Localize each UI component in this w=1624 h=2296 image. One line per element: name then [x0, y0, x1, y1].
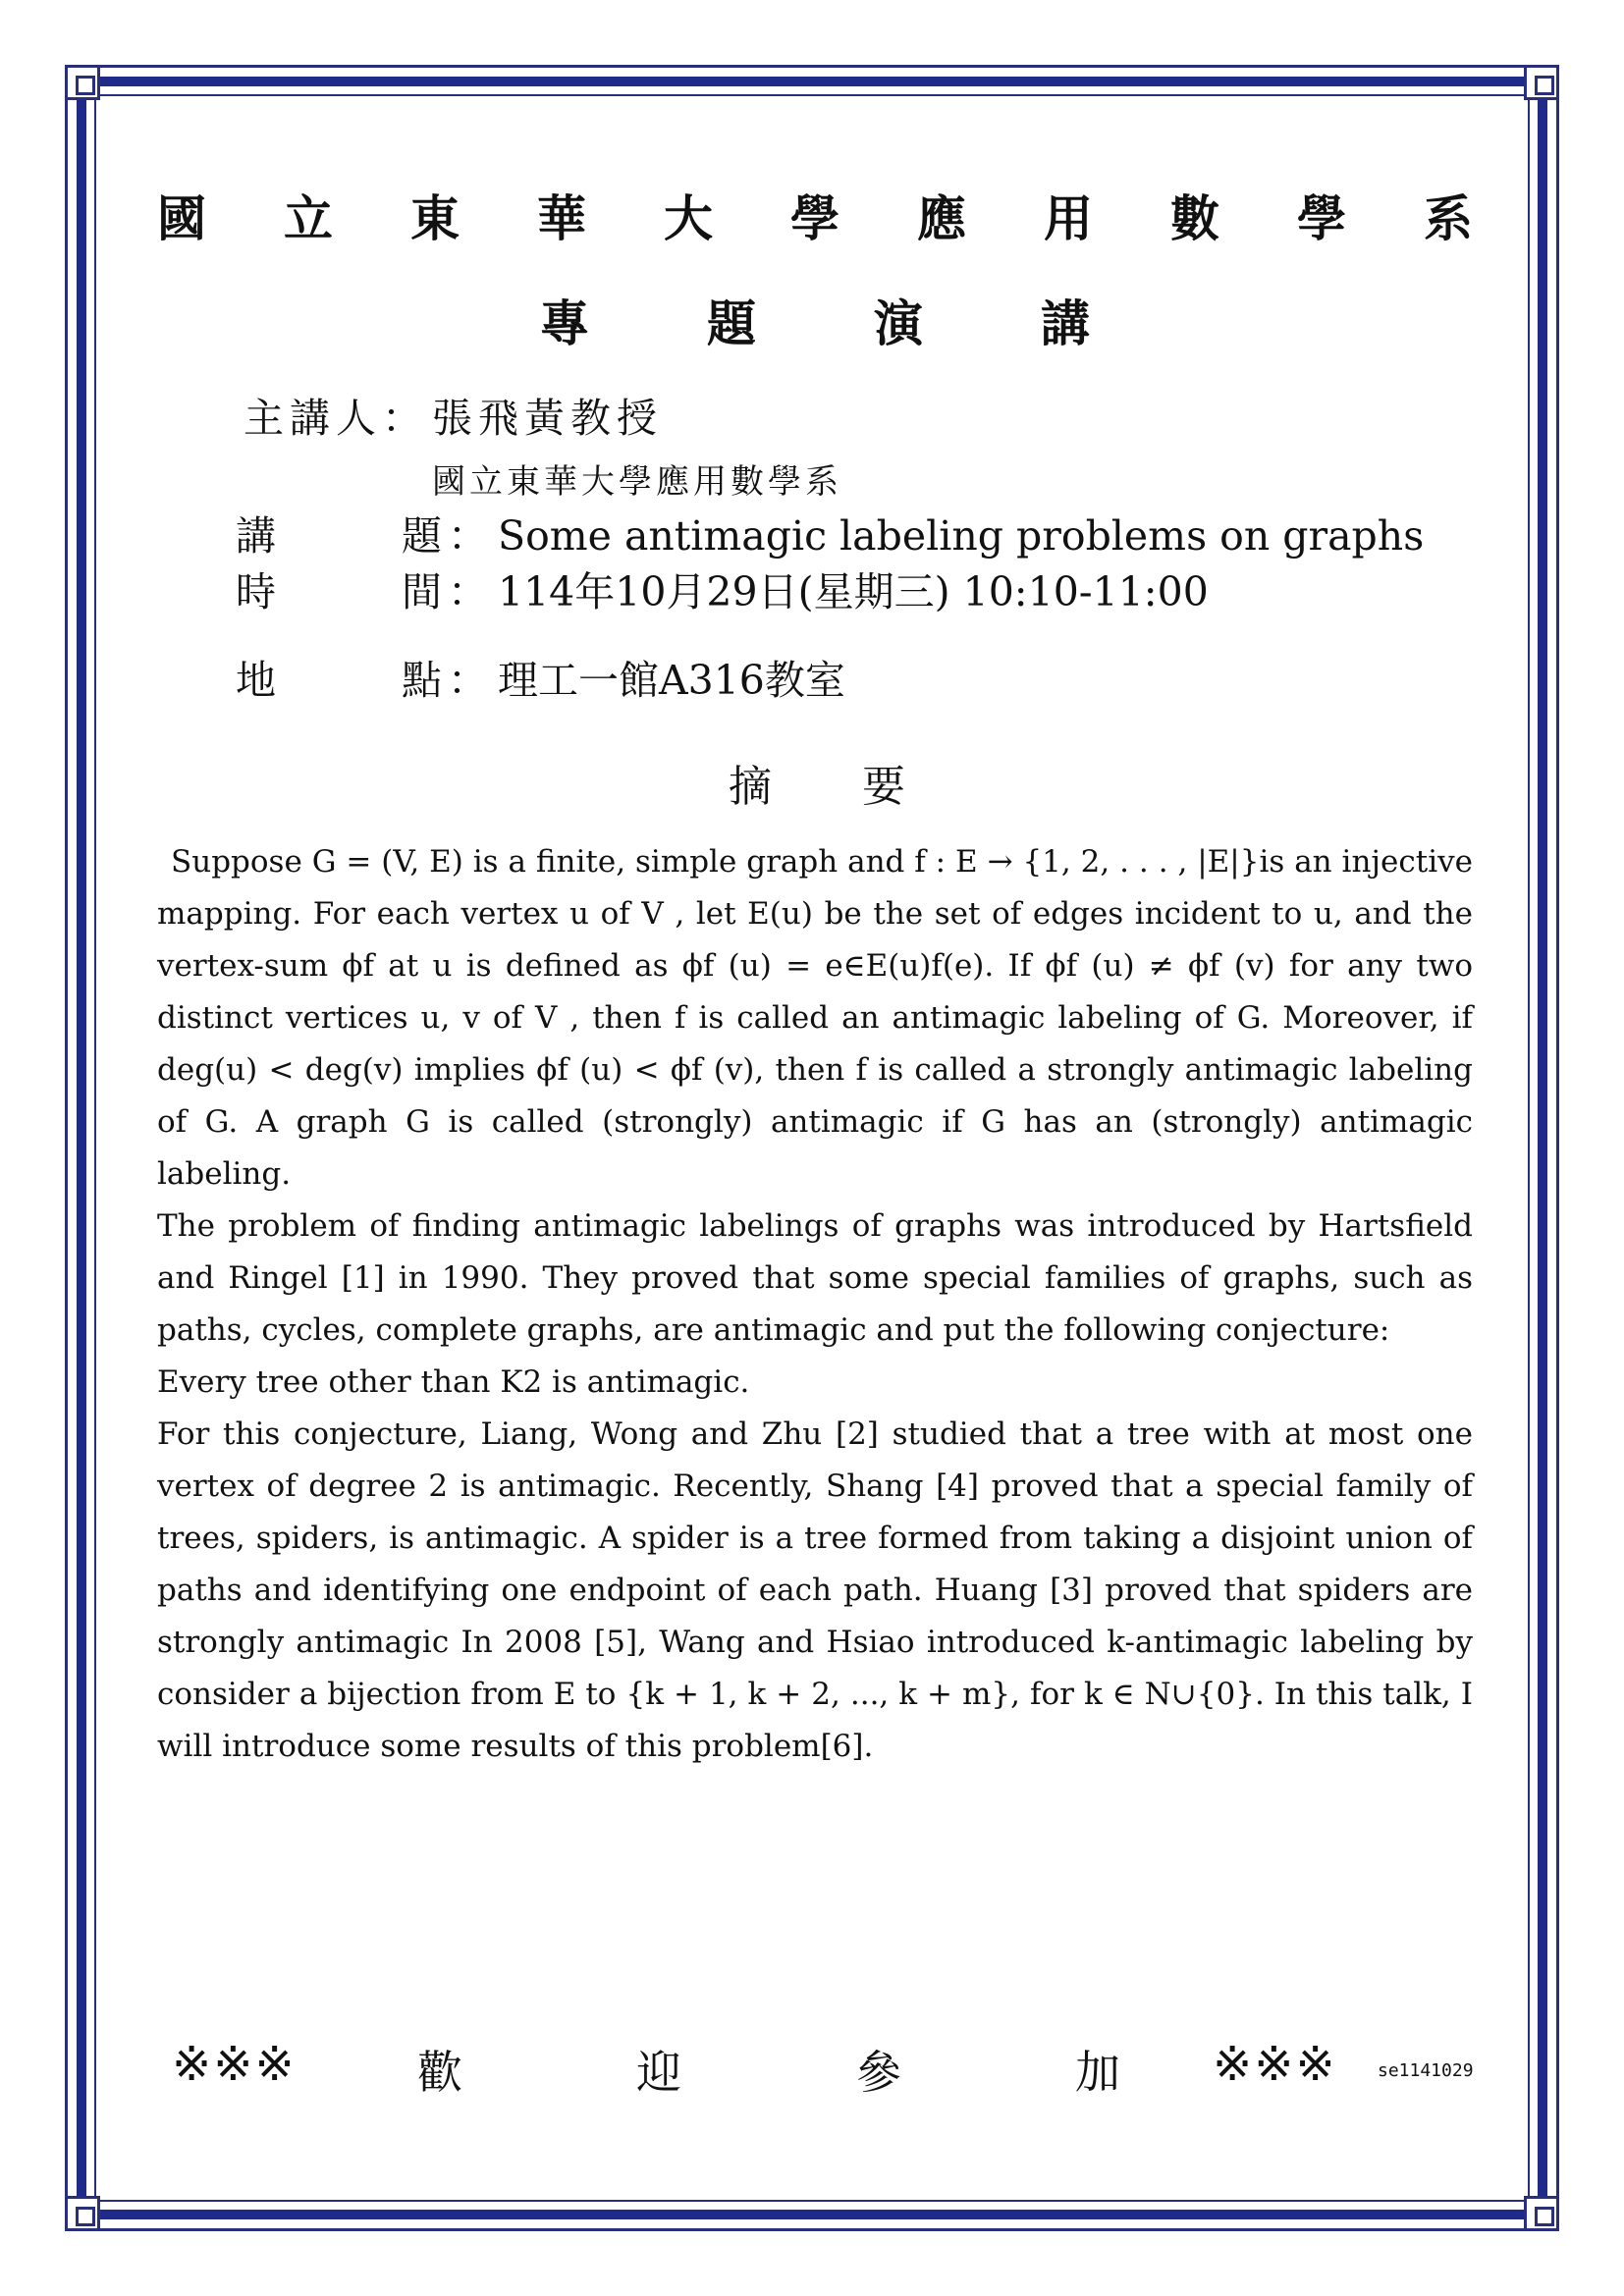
speaker-separator: ： [382, 395, 422, 442]
title-char: 國 [157, 190, 206, 247]
place-row [236, 648, 845, 706]
speaker-label: 主講人 [244, 395, 382, 442]
place-text: 理工一館A316教室 [498, 657, 845, 704]
corner-ornament-bottom-right [1524, 2196, 1559, 2231]
topic-label-char: 講 [236, 512, 276, 560]
subtitle-char: 專 [540, 295, 589, 352]
speaker-row [244, 386, 663, 444]
reference-marks-right: ※※※ [1213, 2037, 1337, 2092]
time-label [236, 560, 448, 617]
speaker-affiliation: 國立東華大學應用數學系 [432, 462, 842, 502]
title-char: 立 [284, 190, 333, 247]
title-char: 學 [1297, 190, 1346, 247]
time-label-char: 時 [236, 568, 276, 615]
abstract-heading-char: 摘 [729, 762, 772, 812]
title-char: 數 [1170, 190, 1219, 247]
abstract-heading [729, 751, 905, 814]
topic-separator: ： [448, 512, 488, 560]
place-label-char: 地 [236, 657, 276, 704]
place-label [236, 648, 448, 706]
abstract-heading-char: 要 [862, 762, 905, 812]
document-code: se1141029 [1378, 2060, 1474, 2081]
topic-text: Some antimagic labeling problems on graphs [498, 512, 1425, 560]
title-char: 用 [1044, 190, 1093, 247]
welcome-char: 迎 [636, 2046, 681, 2099]
title-char: 系 [1424, 190, 1473, 247]
title-char: 大 [664, 190, 713, 247]
place-separator: ： [448, 657, 488, 704]
place-label-char: 點 [402, 657, 442, 704]
subtitle-char: 題 [707, 295, 756, 352]
topic-label-char: 題 [402, 512, 442, 560]
title-char: 學 [790, 190, 839, 247]
topic-row [236, 504, 1424, 561]
abstract-paragraph: Suppose G = (V, E) is a finite, simple graph and f : E → {1, 2, . . . , |E|}is an injective mapping. For each vertex u of V , let E(u) be the set of edges incident to u, and the vertex-sum ϕf at u is defined as ϕf (u) = e∈E(u)f(e). If ϕf (u) ≠ ϕf (v) for any two distinct vertices u, v of V , then f is called an antimagic labeling of G. Moreover, if deg(u) < deg(v) implies ϕf (u) < ϕf (v), then f is called a strongly antimagic labeling of G. A graph G is called (strongly) antimagic if G has an (strongly) antimagic labeling. [157, 844, 1473, 1192]
time-row [236, 560, 1209, 617]
abstract-paragraph: Every tree other than K2 is antimagic. [157, 1364, 750, 1400]
welcome-char: 加 [1075, 2046, 1120, 2099]
corner-ornament-top-left [65, 65, 100, 100]
time-label-char: 間 [402, 568, 442, 615]
welcome-banner [172, 2037, 1488, 2106]
abstract-paragraph: For this conjecture, Liang, Wong and Zhu [2] studied that a tree with at most one vertex of degree 2 is antimagic. Recently, Shang [4] proved that a special family of trees, spiders, is antimagic. A spider is a tree formed from taking a disjoint union of paths and identifying one endpoint of each path. Huang [3] proved that spiders are strongly antimagic In 2008 [5], Wang and Hsiao introduced k-antimagic labeling by consider a bijection from E to {k + 1, k + 2, ..., k + m}, for k ∈ N∪{0}. In this talk, I will introduce some results of this problem[6]. [157, 1416, 1473, 1764]
title-char: 應 [917, 190, 966, 247]
title-char: 東 [410, 190, 460, 247]
department-title [157, 180, 1473, 250]
reference-marks-left: ※※※ [172, 2037, 297, 2092]
seminar-subtitle [540, 285, 1090, 355]
subtitle-char: 演 [874, 295, 923, 352]
topic-label [236, 504, 448, 561]
welcome-char: 歡 [417, 2046, 462, 2099]
subtitle-char: 講 [1041, 295, 1090, 352]
speaker-name: 張飛黃教授 [432, 395, 663, 442]
corner-ornament-top-right [1524, 65, 1559, 100]
time-separator: ： [448, 568, 488, 615]
time-text: 114年10月29日(星期三) 10:10-11:00 [498, 568, 1209, 615]
title-char: 華 [537, 190, 586, 247]
abstract-paragraph: The problem of finding antimagic labelings of graphs was introduced by Hartsfield and Ringel [1] in 1990. They proved that some special families of graphs, such as paths, cycles, complete graphs, are antimagic and put the following conjecture: [157, 1208, 1473, 1348]
corner-ornament-bottom-left [65, 2196, 100, 2231]
welcome-char: 參 [856, 2046, 901, 2099]
abstract-body [157, 836, 1473, 1773]
